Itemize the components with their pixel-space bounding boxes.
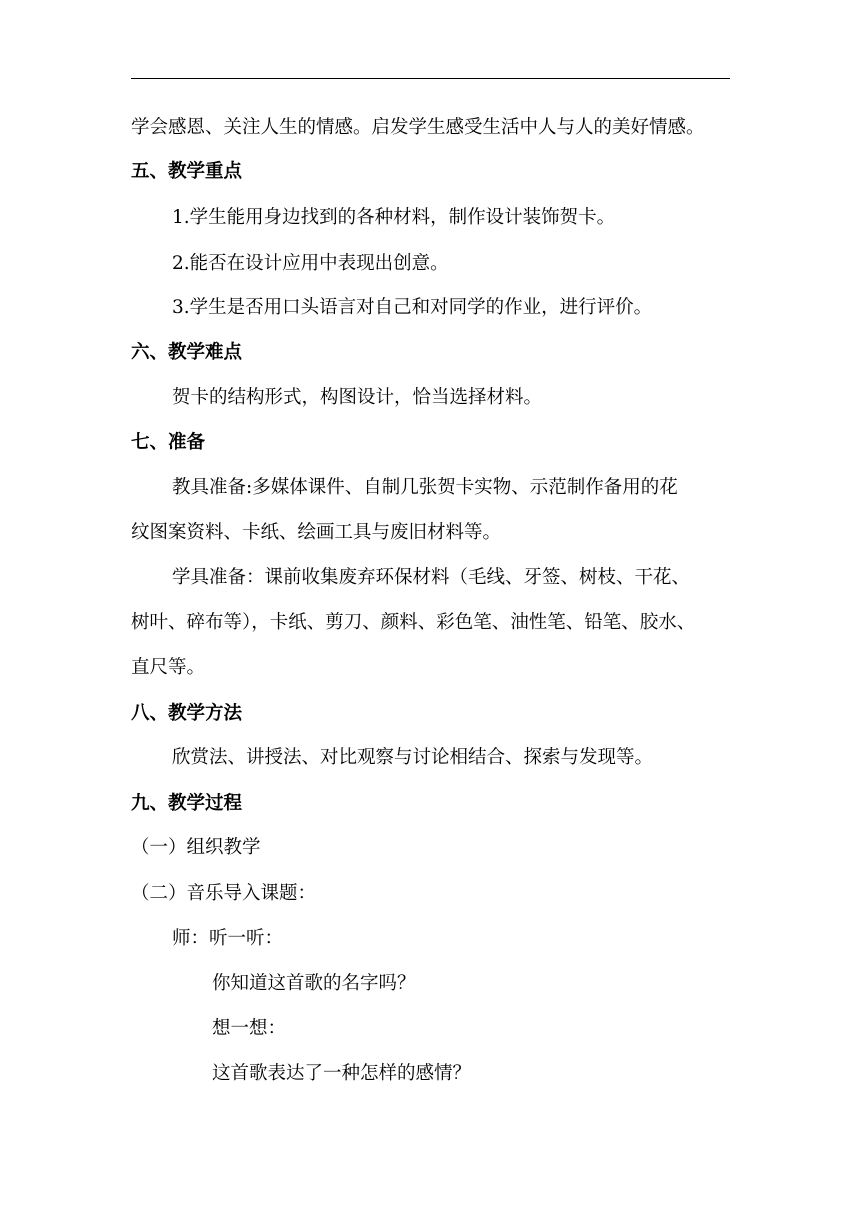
header-rule (131, 78, 730, 79)
body-paragraph: 直尺等。 (131, 657, 206, 678)
body-paragraph: 树叶、碎布等），卡纸、剪刀、颜料、彩色笔、油性笔、铅笔、胶水、 (131, 612, 696, 633)
list-item: 1.学生能用身边找到的各种材料，制作设计装饰贺卡。 (172, 207, 616, 228)
body-paragraph: 教具准备:多媒体课件、自制几张贺卡实物、示范制作备用的花 (172, 477, 678, 498)
section-heading: 九、教学过程 (131, 793, 243, 814)
body-paragraph: 纹图案资料、卡纸、绘画工具与废旧材料等。 (131, 522, 502, 543)
body-paragraph: 师：听一听： (172, 928, 284, 949)
list-item: 2.能否在设计应用中表现出创意。 (172, 253, 449, 274)
section-heading: 七、准备 (131, 432, 206, 453)
section-heading: 五、教学重点 (131, 161, 243, 182)
body-paragraph: 贺卡的结构形式，构图设计，恰当选择材料。 (172, 387, 543, 408)
body-paragraph: 欣赏法、讲授法、对比观察与讨论相结合、探索与发现等。 (172, 747, 654, 768)
section-heading: 八、教学方法 (131, 703, 243, 724)
body-paragraph: 这首歌表达了一种怎样的感情？ (212, 1063, 472, 1084)
list-item: 3.学生是否用口头语言对自己和对同学的作业，进行评价。 (172, 297, 653, 318)
body-paragraph: 学具准备：课前收集废弃环保材料（毛线、牙签、树枝、干花、 (172, 567, 691, 588)
body-paragraph: 你知道这首歌的名字吗？ (212, 973, 416, 994)
body-paragraph: 想一想： (212, 1018, 287, 1039)
section-heading: 六、教学难点 (131, 342, 243, 363)
subsection-heading: （二）音乐导入课题： (131, 883, 317, 904)
subsection-heading: （一）组织教学 (131, 837, 261, 858)
body-paragraph: 学会感恩、关注人生的情感。启发学生感受生活中人与人的美好情感。 (131, 117, 705, 138)
